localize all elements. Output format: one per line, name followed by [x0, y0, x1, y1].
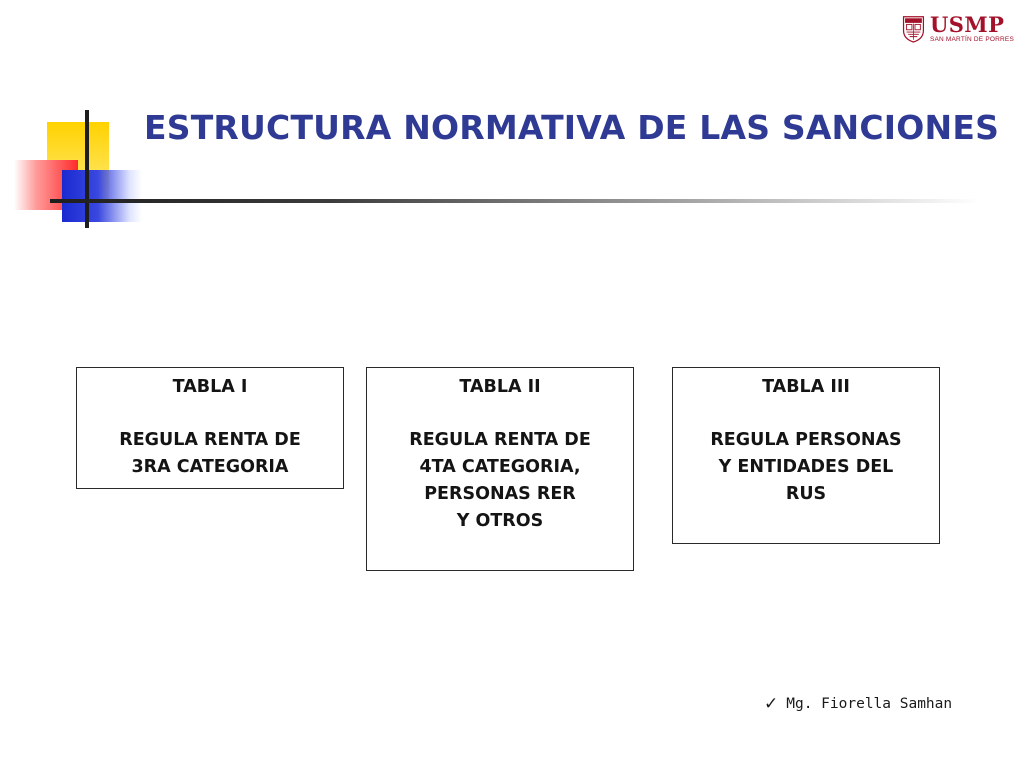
slide-title: ESTRUCTURA NORMATIVA DE LAS SANCIONES: [144, 108, 1000, 147]
tabla-i-box: [76, 367, 344, 489]
usmp-logo: [902, 8, 1014, 50]
tabla-iii-description: REGULA PERSONAS Y ENTIDADES DEL RUS: [710, 430, 902, 504]
box-spacer: [673, 401, 939, 427]
tabla-iii-name: TABLA III: [762, 377, 850, 397]
logo-subtitle: SAN MARTÍN DE PORRES: [929, 36, 1014, 44]
author-credit: [764, 694, 952, 714]
tabla-iii-box: [672, 367, 940, 544]
tabla-i-name: TABLA I: [172, 377, 248, 397]
decorative-blue-square: [62, 170, 142, 222]
title-underline: [50, 199, 980, 203]
logo-wordmark: USMP: [929, 12, 1005, 38]
logo-text: [930, 14, 1014, 44]
decorative-vertical-line: [85, 110, 89, 228]
tabla-ii-name: TABLA II: [459, 377, 541, 397]
university-crest-icon: [902, 11, 925, 47]
box-spacer: [77, 401, 343, 427]
tabla-ii-description: REGULA RENTA DE 4TA CATEGORIA, PERSONAS RER Y OTROS: [409, 430, 591, 531]
tabla-ii-box: [366, 367, 634, 571]
checkmark-icon: ✓: [764, 694, 779, 714]
box-spacer: [367, 401, 633, 427]
tabla-i-description: REGULA RENTA DE 3RA CATEGORIA: [119, 430, 301, 477]
author-name: Mg. Fiorella Samhan: [786, 696, 953, 712]
